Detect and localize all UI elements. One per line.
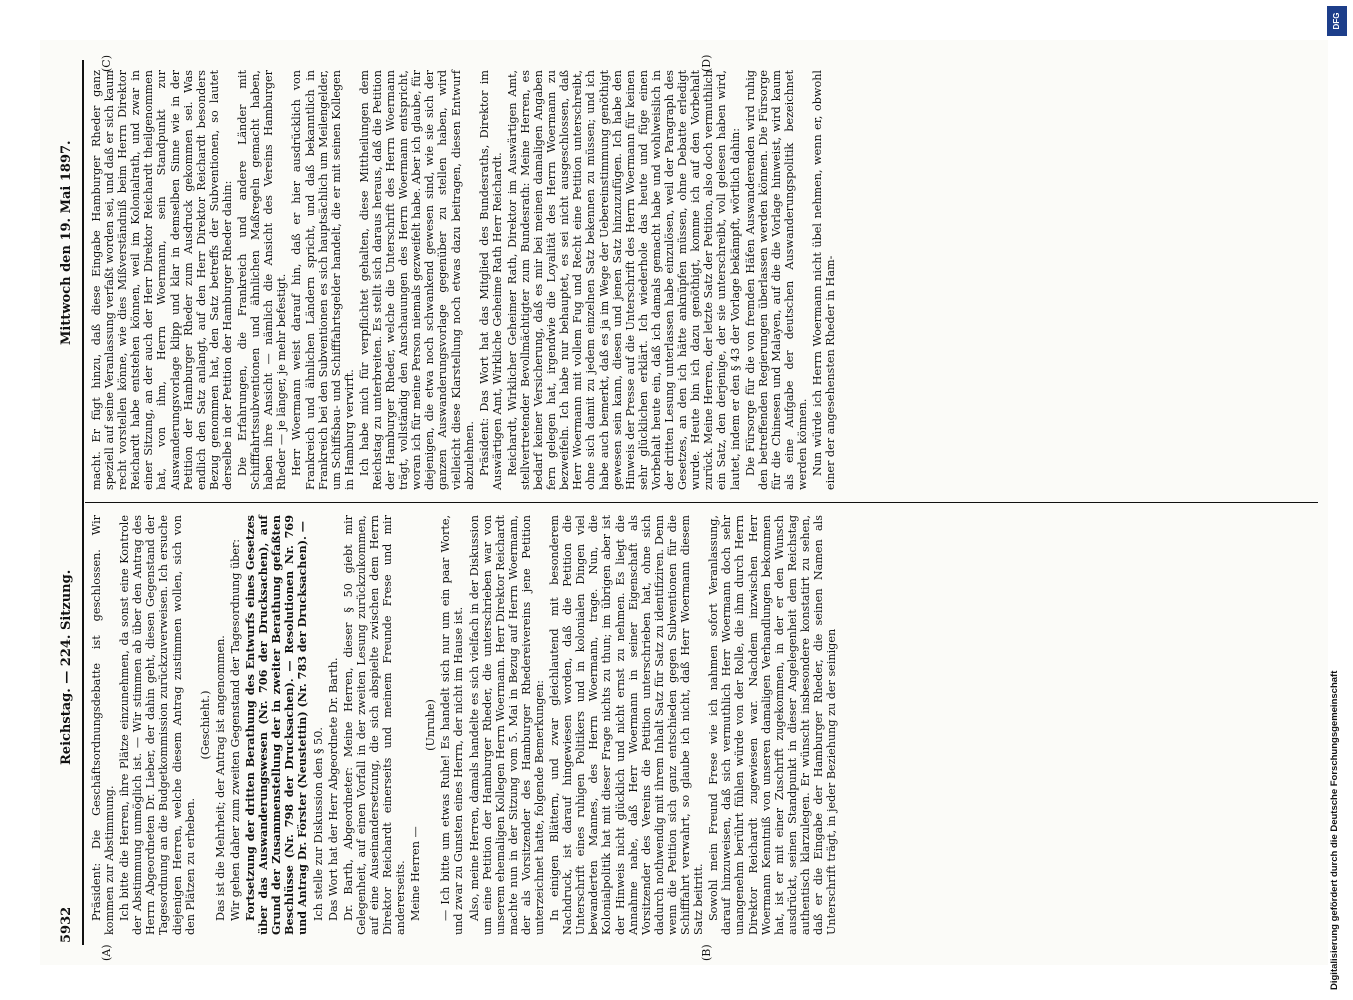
paragraph: — Ich bitte um etwas Ruhe! Es handelt sich nur um ein paar Worte, und zwar zu Gunsten eines Herrn, der nicht im Hause ist. xyxy=(439,515,466,935)
paragraph: Die Fürsorge für die von fremden Häfen Auswanderenden wird ruhig den betreffenden Regierungen überlassen werden können. Die Fürsorge für die Chinesen und Malayen, auf die die Vorlage hinweist, wird kaum als eine Aufgabe der deutschen Auswanderungspolitik bezeichnet werden können. xyxy=(743,70,809,490)
paragraph: Das ist die Mehrheit; der Antrag ist angenommen. xyxy=(213,635,227,921)
paragraph: Die Erfahrungen, die Frankreich und andere Länder mit Schifffahrtssubventionen und ähnlichen Maßregeln gemacht haben, haben ihre Ansicht — nämlich die Ansicht des Vereins Hamburger Rheder — je länger, je mehr befestigt. xyxy=(236,70,289,490)
left-text-column xyxy=(90,515,840,935)
margin-mark-b: (B) xyxy=(700,944,713,961)
paragraph: Ich bitte die Herren, ihre Plätze einzunehmen, da sonst eine Kontrole der Abstimmung unmöglich ist. — Wir stimmen ab über den Antrag des Herrn Abgeordneten Dr. Lieber, der dahin geht, diesen Gegenstand der Tagesordnung an die Budgetkommission zurückzuverweisen. Ich ersuche diejenigen Herren, welche diesem Antrag zustimmen wollen, sich von den Plätzen zu erheben. xyxy=(118,515,197,935)
margin-mark-d: (D) xyxy=(700,54,713,72)
dfg-logo: DFG xyxy=(1327,6,1347,36)
paragraph: Nun würde ich Herrn Woermann nicht übel nehmen, wenn er, obwohl einer der angesehensten Rheder in Ham- xyxy=(811,70,838,490)
paragraph: Also, meine Herren, damals handelte es sich vielfach in der Diskussion um eine Petition der Hamburger Rheder, die unterschrieben war von unserem ehemaligen Kollegen Herrn Woermann. Herr Direktor Reichardt machte nun in der Sitzung vom 5. Mai in Bezug auf Herrn Woermann, der als Vorsitzender des Hamburger Rhedereivereins jene Petition unterzeichnet hatte, folgende Bemerkungen: xyxy=(467,515,546,935)
scanned-page xyxy=(40,40,1328,965)
rotated-page-content xyxy=(40,40,1328,965)
paragraph: Dr. Barth, Abgeordneter: Meine Herren, dieser § 50 giebt mir Gelegenheit, auf einen Vorfall in der zweiten Lesung zurückzukommen, auf eine Auseinandersetzung, die sich abspielte zwischen dem Herrn Direktor Reichardt einerseits und meinem Freunde Frese und mir andererseits. xyxy=(341,515,408,935)
header-rule xyxy=(82,60,84,945)
margin-mark-c: (C) xyxy=(100,55,113,72)
paragraph: Präsident: Das Wort hat das Mitglied des Bundesraths, Direktor im Auswärtigen Amt, Wirkliche Geheime Rath Herr Reichardt. xyxy=(477,70,504,490)
paragraph: Ich habe mich für verpflichtet gehalten, diese Mittheilungen dem Reichstag zu unterbreiten. Es stellt sich daraus heraus, daß die Petition der Hamburger Rheder, welche die Unterschrift des Herrn Woermann trägt, vollständig den Anschauungen des Herrn Woermann entspricht, woran ich für meine Person niemals gezweifelt habe. Aber ich glaube, für diejenigen, die etwa noch schwankend gewesen sind, wie sie sich der ganzen Auswanderungsvorlage gegenüber zu stellen haben, wird vielleicht diese Klarstellung noch etwas dazu beitragen, diesen Entwurf abzulehnen. xyxy=(357,70,476,490)
paragraph: Das Wort hat der Herr Abgeordnete Dr. Barth. xyxy=(326,657,340,921)
paragraph: Ich stelle zur Diskussion den § 50. xyxy=(311,727,325,921)
digitization-credit xyxy=(1327,30,1345,990)
paragraph: Sowohl mein Freund Frese wie ich nahmen sofort Veranlassung, darauf hinzuweisen, daß sich vermuthlich Herr Woermann doch sehr unangenehm berührt fühlen würde von der Rolle, die ihm durch Herrn Direktor Reichardt zugewiesen war. Nachdem inzwischen Herr Woermann Kenntniß von unseren damaligen Verhandlungen bekommen hat, ist er mit einer Zuschrift zugekommen, in der er den Wunsch ausdrückt, seinen Standpunkt in dieser Angelegenheit dem Reichstag authentisch klarzulegen. Er wünscht insbesondere konstatirt zu sehen, daß er die Eingabe der Hamburger Rheder, die seinen Namen als Unterschrift trägt, in jeder Beziehung zu der seinigen xyxy=(707,515,839,935)
right-text-column xyxy=(90,70,839,490)
right-running-title: Mittwoch den 19. Mai 1897. xyxy=(59,140,74,345)
paragraph: Herr Woermann weist darauf hin, daß er hier ausdrücklich von Frankreich und ähnlichen Ländern spricht, und daß bekanntlich in Frankreich bei den Subventionen es sich hauptsächlich um Meilengelder, um Schiffsbau- und Schifffahrtsgelder handelt, die er mit seinen Kollegen in Hamburg verwirft. xyxy=(290,70,356,490)
paragraph: Reichardt, Wirklicher Geheimer Rath, Direktor im Auswärtigen Amt, stellvertretender Bevollmächtigter zum Bundesrath: Meine Herren, es bedarf keiner Versicherung, daß es mir bei meinen damaligen Angaben fern gelegen hat, irgendwie die Loyalität des Herrn Woermann zu bezweifeln. Ich habe nur behauptet, es sei nicht ausgeschlossen, daß Herr Woermann mit vollem Fug und Recht eine Petition unterschreibt, ohne sich damit zu jedem einzelnen Satz bekennen zu müssen; und ich habe auch bemerkt, daß es ja im Wege der Uebereinstimmung genöthigt gewesen sein kann, diesen und jenen Satz hinzuzufügen. Ich habe den Hinweis der Presse auf die Unterschrift des Herrn Woermann für keinen sehr glücklichen erklärt. Ich wiederhole das heute und füge einen Vorbehalt heute ein, daß ich damals gemacht habe und wohlweislich in der dritten Lesung unterlassen habe einzulösen, weil der Paragraph des Gesetzes, an den ich hätte anknüpfen müssen, ohne Debatte erledigt wurde. Heute bin ich dazu genöthigt, komme ich auf den Vorbehalt zurück. Meine Herren, der letzte Satz der Petition, also doch vermuthlich ein Satz, den derjenige, der sie unterschreibt, voll gelesen haben wird, lautet, indem er den § 43 der Vorlage bekämpft, wörtlich dahin: xyxy=(505,70,742,490)
column-divider xyxy=(85,502,1318,503)
paragraph: Wir gehen daher zum zweiten Gegenstand der Tagesordnung über: xyxy=(228,538,242,921)
paragraph: Präsident: Die Geschäftsordnungsdebatte ist geschlossen. Wir kommen zur Abstimmung. xyxy=(90,515,117,935)
paragraph: Meine Herren — xyxy=(409,826,423,921)
margin-mark-a: (A) xyxy=(100,944,113,961)
paragraph: In einigen Blättern, und zwar gleichlautend mit besonderem Nachdruck, ist darauf hingewiesen worden, daß die Petition die Unterschrift eines ruhigen Politikers und in kolonialen Dingen viel bewanderten Mannes, des Herrn Woermann, trage. Nun, die Kolonialpolitik hat mit dieser Frage nichts zu thun; im übrigen aber ist der Hinweis nicht glücklich und nicht ernst zu nehmen. Es liegt die Annahme nahe, daß Herr Woermann in seiner Eigenschaft als Vorsitzender des Vereins die Petition unterschrieben hat, ohne sich dadurch nothwendig mit ihrem Inhalt Satz für Satz zu identifiziren. Denn wenn die Petition sich ganz entschieden gegen Subventionen für die Schifffahrt verwahrt, so glaube ich nicht, daß Herr Woermann diesem Satz beitritt. xyxy=(548,515,706,935)
paragraph: (Unruhe) xyxy=(424,699,438,751)
page-number: 5932 xyxy=(59,906,74,943)
left-running-title: Reichstag. — 224. Sitzung. xyxy=(59,569,74,765)
paragraph: (Geschieht.) xyxy=(198,690,212,760)
digitization-credit-text: Digitalisierung gefördert durch die Deutsche Forschungsgemeinschaft xyxy=(1329,670,1340,990)
paragraph: macht. Er fügt hinzu, daß diese Eingabe Hamburger Rheder ganz speziell auf seine Veranlassung verfaßt worden sei, und daß er sich kaum recht vorstellen könne, wie dies Mißverständniß beim Herrn Direktor Reichardt habe entstehen können, weil im Kolonialrath, und zwar in einer Sitzung, an der auch der Herr Direktor Reichardt theilgenommen hat, von ihm, Herrn Woermann, sein Standpunkt zur Auswanderungsvorlage klipp und klar in demselben Sinne wie in der Petition der Hamburger Rheder zum Ausdruck gekommen sei. Was endlich den Satz anlangt, auf den Herr Direktor Reichardt besonders Bezug genommen hat, den Satz betreffs der Subventionen, so lautet derselbe in der Petition der Hamburger Rheder dahin: xyxy=(90,70,234,490)
paragraph: Fortsetzung der dritten Berathung des Entwurfs eines Gesetzes über das Auswanderungswesen (Nr. 706 der Drucksachen), auf Grund der Zusammenstellung der in zweiter Berathung gefaßten Beschlüsse (Nr. 798 der Drucksachen). — Resolutionen Nr. 769 und Antrag Dr. Förster (Neustettin) (Nr. 783 der Drucksachen). — xyxy=(243,515,310,935)
